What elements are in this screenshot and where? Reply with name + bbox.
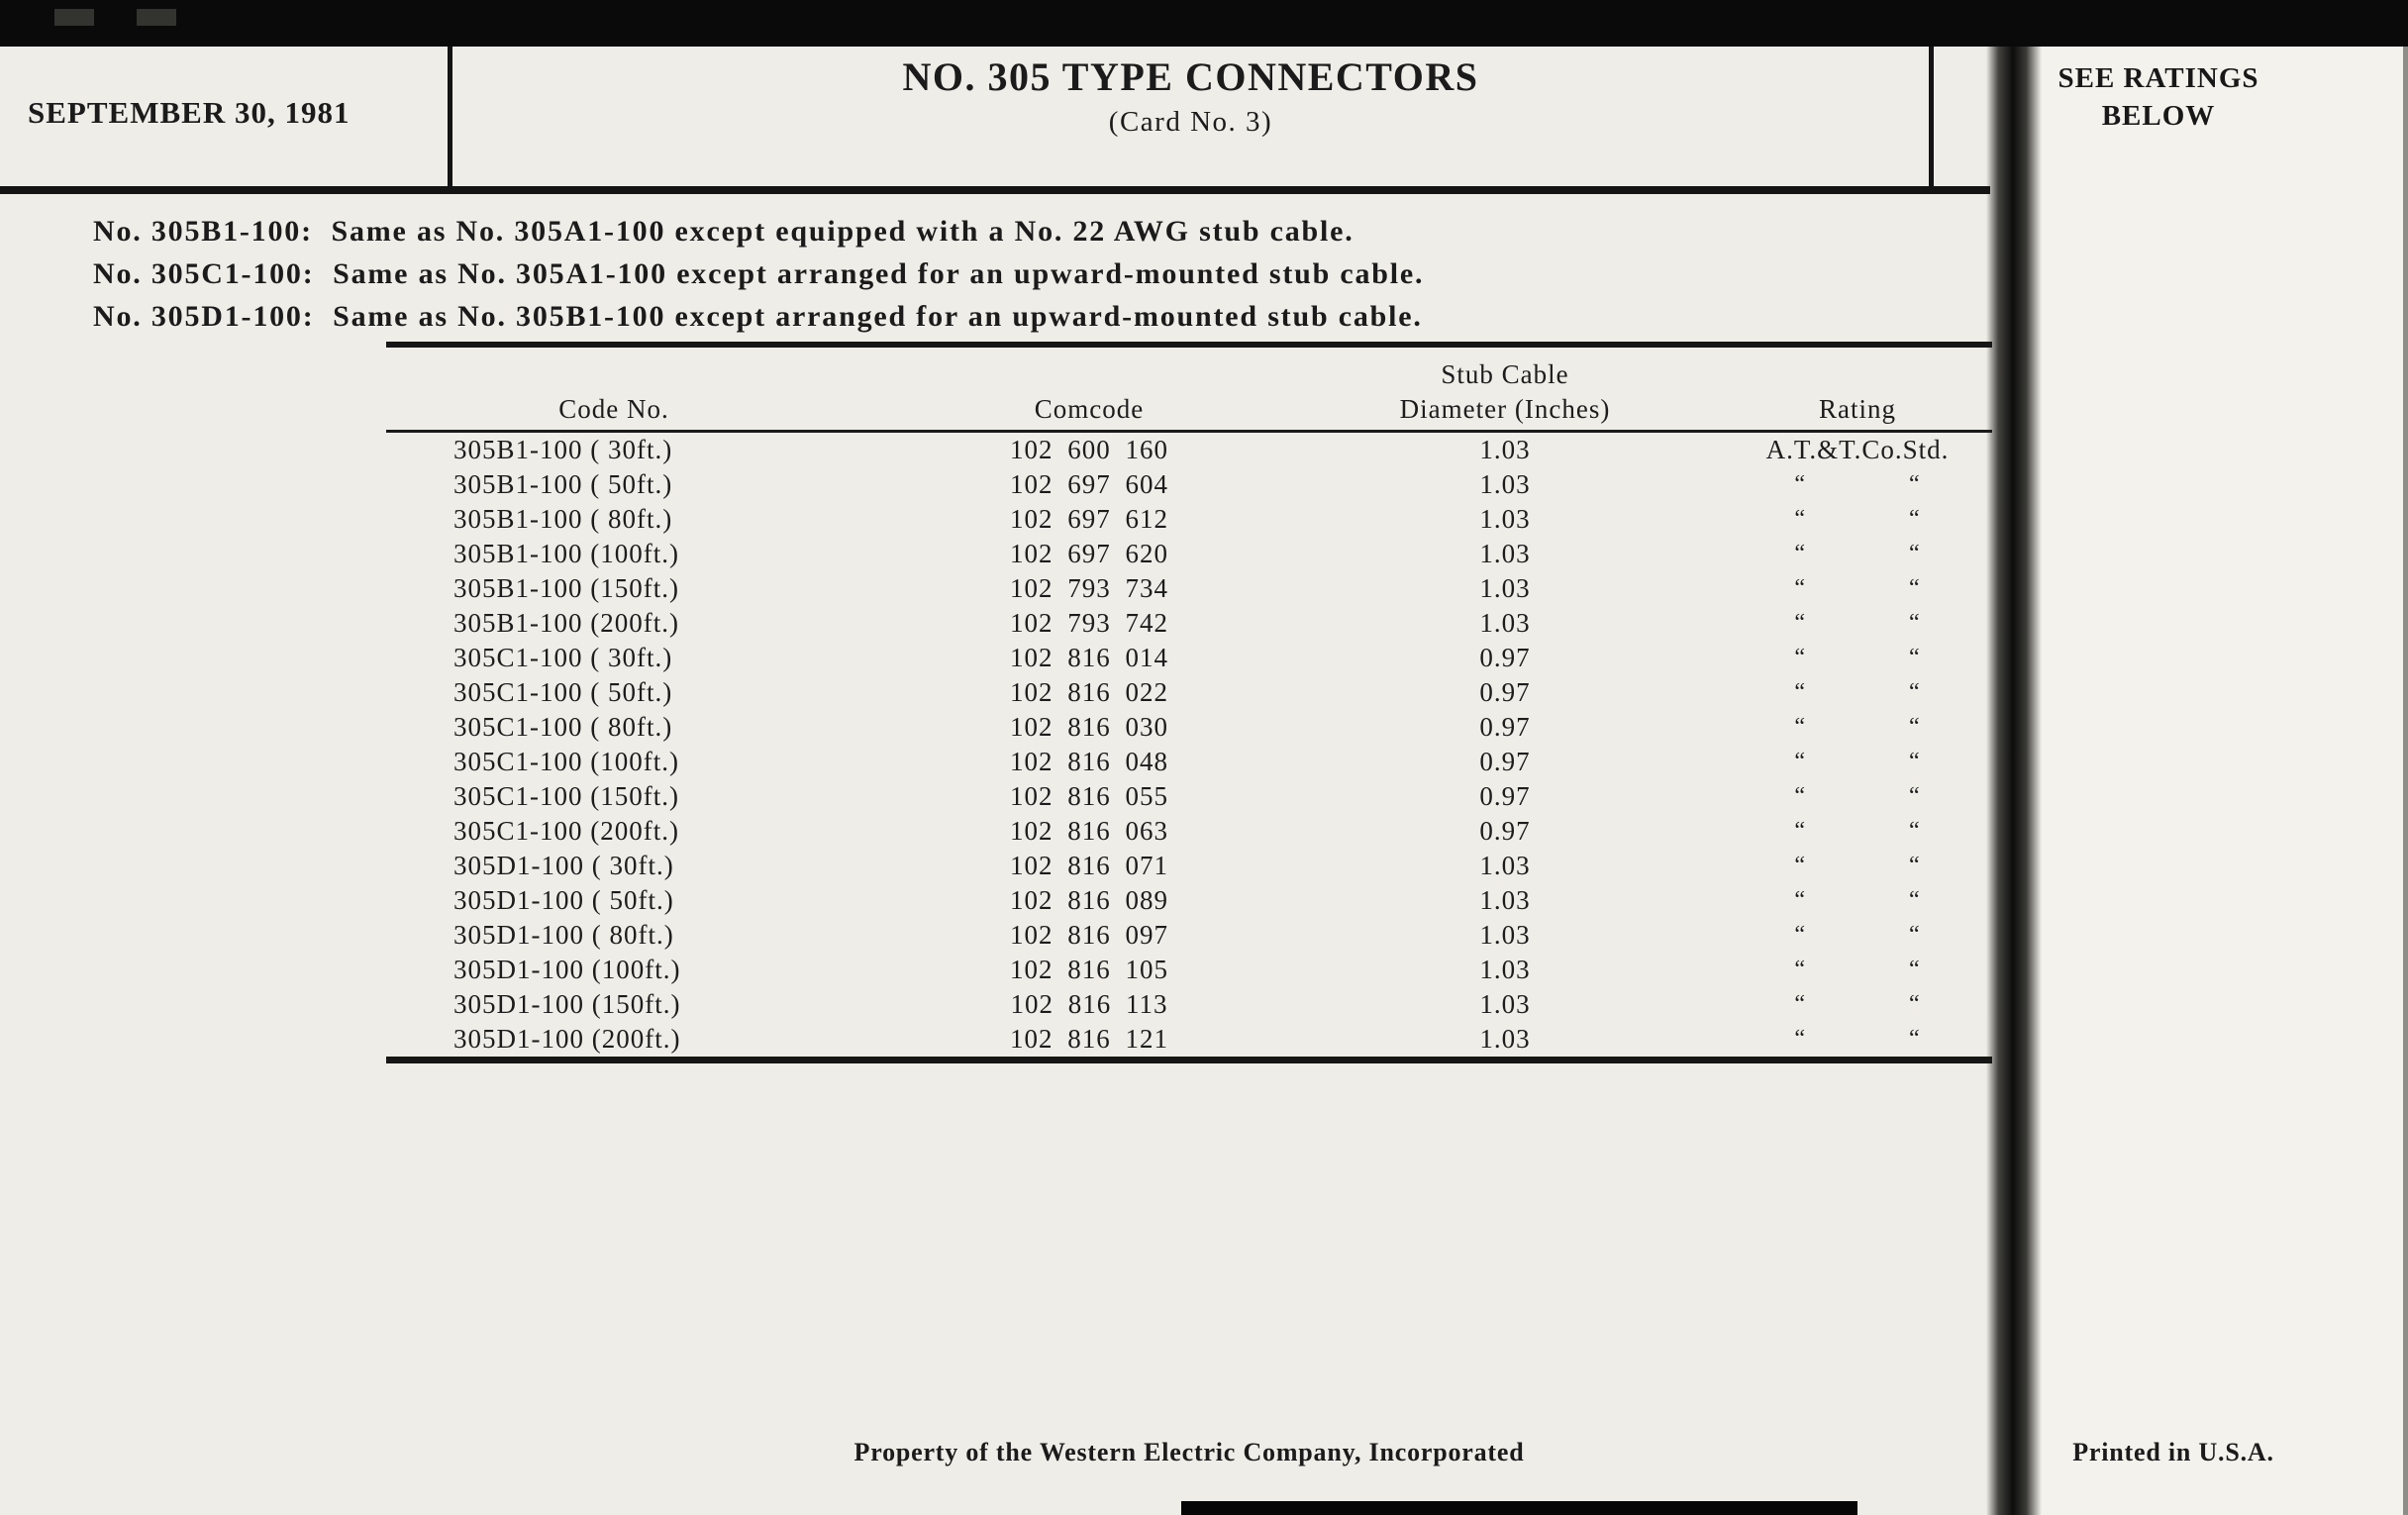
comcode-cell: 102 816 105 bbox=[1010, 955, 1168, 984]
comcode-header: Comcode bbox=[1034, 394, 1145, 424]
table-row bbox=[386, 918, 1992, 953]
right-paper-edge bbox=[2020, 0, 2408, 1515]
code-cell: 305C1-100 (100ft.) bbox=[453, 747, 679, 776]
diameter-cell: 1.03 bbox=[1479, 851, 1531, 880]
header-divider-left bbox=[448, 47, 452, 186]
comcode-cell: 102 816 055 bbox=[1010, 781, 1168, 811]
table-row bbox=[386, 467, 1992, 502]
rating-cell bbox=[1723, 779, 1992, 814]
comcode-cell: 102 816 030 bbox=[1010, 712, 1168, 742]
ditto-mark: “ bbox=[1794, 887, 1806, 913]
table-row bbox=[386, 641, 1992, 675]
table-row bbox=[386, 987, 1992, 1022]
diameter-header-line1: Stub Cable bbox=[1441, 359, 1569, 389]
ditto-mark: “ bbox=[1909, 610, 1921, 636]
header-divider-right bbox=[1929, 47, 1934, 186]
diameter-cell: 0.97 bbox=[1479, 712, 1531, 742]
ditto-mark: “ bbox=[1909, 679, 1921, 705]
ditto-mark: “ bbox=[1909, 645, 1921, 670]
ratings-note bbox=[2035, 59, 2282, 135]
connector-table bbox=[386, 342, 1992, 1063]
card-number-subtitle: (Card No. 3) bbox=[1108, 106, 1273, 138]
ditto-mark: “ bbox=[1909, 991, 1921, 1017]
rating-cell bbox=[1723, 502, 1992, 537]
comcode-cell: 102 816 071 bbox=[1010, 851, 1168, 880]
table-row bbox=[386, 502, 1992, 537]
rating-header: Rating bbox=[1819, 394, 1896, 424]
code-cell: 305C1-100 ( 80ft.) bbox=[453, 712, 673, 742]
comcode-cell: 102 697 612 bbox=[1010, 504, 1168, 534]
note-line: No. 305D1-100: Same as No. 305B1-100 except arranged for an upward-mounted stub cable. bbox=[93, 300, 1423, 333]
rating-cell: A.T.&T.Co.Std. bbox=[1765, 435, 1950, 464]
ditto-mark: “ bbox=[1794, 818, 1806, 844]
diameter-cell: 1.03 bbox=[1479, 435, 1531, 464]
diameter-header-line2: Diameter (Inches) bbox=[1399, 394, 1611, 424]
ratings-note-line1: SEE RATINGS bbox=[2057, 62, 2259, 94]
document-date: SEPTEMBER 30, 1981 bbox=[28, 95, 351, 130]
diameter-cell: 1.03 bbox=[1479, 955, 1531, 984]
table-row bbox=[386, 675, 1992, 710]
ditto-mark: “ bbox=[1794, 991, 1806, 1017]
diameter-cell: 0.97 bbox=[1479, 816, 1531, 846]
rating-cell bbox=[1723, 849, 1992, 883]
code-cell: 305D1-100 (150ft.) bbox=[453, 989, 681, 1019]
comcode-cell: 102 816 097 bbox=[1010, 920, 1168, 950]
rating-cell bbox=[1723, 710, 1992, 745]
ditto-mark: “ bbox=[1909, 783, 1921, 809]
code-cell: 305D1-100 ( 50ft.) bbox=[453, 885, 674, 915]
code-cell: 305C1-100 (200ft.) bbox=[453, 816, 679, 846]
rating-cell bbox=[1723, 987, 1992, 1022]
ditto-mark: “ bbox=[1909, 957, 1921, 982]
notes-block bbox=[93, 210, 1424, 338]
diameter-cell: 1.03 bbox=[1479, 504, 1531, 534]
ditto-mark: “ bbox=[1794, 853, 1806, 878]
rating-cell bbox=[1723, 537, 1992, 571]
table-row bbox=[386, 883, 1992, 918]
diameter-cell: 1.03 bbox=[1479, 573, 1531, 603]
rating-cell bbox=[1723, 918, 1992, 953]
comcode-cell: 102 793 734 bbox=[1010, 573, 1168, 603]
ditto-mark: “ bbox=[1909, 541, 1921, 566]
code-cell: 305C1-100 (150ft.) bbox=[453, 781, 679, 811]
rating-cell bbox=[1723, 675, 1992, 710]
ditto-mark: “ bbox=[1794, 575, 1806, 601]
scan-edge-band bbox=[1986, 0, 2042, 1515]
rating-cell bbox=[1723, 883, 1992, 918]
ditto-mark: “ bbox=[1794, 783, 1806, 809]
comcode-cell: 102 816 113 bbox=[1010, 989, 1168, 1019]
table-row bbox=[386, 779, 1992, 814]
ratings-note-line2: BELOW bbox=[2101, 100, 2216, 132]
comcode-cell: 102 816 014 bbox=[1010, 643, 1168, 672]
rating-cell bbox=[1723, 953, 1992, 987]
rating-cell bbox=[1723, 467, 1992, 502]
table-header-row-1 bbox=[386, 348, 1992, 389]
page-title: NO. 305 TYPE CONNECTORS bbox=[902, 54, 1479, 99]
comcode-cell: 102 816 022 bbox=[1010, 677, 1168, 707]
diameter-cell: 0.97 bbox=[1479, 747, 1531, 776]
ditto-mark: “ bbox=[1909, 922, 1921, 948]
code-cell: 305D1-100 ( 80ft.) bbox=[453, 920, 674, 950]
ditto-mark: “ bbox=[1794, 679, 1806, 705]
comcode-cell: 102 816 048 bbox=[1010, 747, 1168, 776]
diameter-cell: 1.03 bbox=[1479, 539, 1531, 568]
table-header-row-2 bbox=[386, 389, 1992, 433]
table-row bbox=[386, 814, 1992, 849]
comcode-cell: 102 816 089 bbox=[1010, 885, 1168, 915]
note-line: No. 305C1-100: Same as No. 305A1-100 except arranged for an upward-mounted stub cable. bbox=[93, 257, 1425, 290]
ditto-mark: “ bbox=[1909, 818, 1921, 844]
code-cell: 305C1-100 ( 50ft.) bbox=[453, 677, 673, 707]
table-row bbox=[386, 537, 1992, 571]
ditto-mark: “ bbox=[1794, 957, 1806, 982]
code-cell: 305D1-100 ( 30ft.) bbox=[453, 851, 674, 880]
diameter-cell: 0.97 bbox=[1479, 781, 1531, 811]
diameter-cell: 0.97 bbox=[1479, 677, 1531, 707]
comcode-cell: 102 816 121 bbox=[1010, 1024, 1168, 1054]
code-cell: 305B1-100 (100ft.) bbox=[453, 539, 679, 568]
scan-notch bbox=[54, 9, 94, 26]
code-cell: 305D1-100 (100ft.) bbox=[453, 955, 681, 984]
code-cell: 305B1-100 ( 50ft.) bbox=[453, 469, 673, 499]
comcode-cell: 102 816 063 bbox=[1010, 816, 1168, 846]
ditto-mark: “ bbox=[1794, 1026, 1806, 1052]
ditto-mark: “ bbox=[1794, 645, 1806, 670]
footer-property-note: Property of the Western Electric Company, Incorporated bbox=[853, 1438, 1525, 1466]
comcode-cell: 102 600 160 bbox=[1010, 435, 1168, 464]
header-rule bbox=[0, 186, 1990, 194]
note-line: No. 305B1-100: Same as No. 305A1-100 except equipped with a No. 22 AWG stub cable. bbox=[93, 215, 1354, 248]
title-block bbox=[452, 53, 1929, 139]
table-row bbox=[386, 571, 1992, 606]
diameter-cell: 0.97 bbox=[1479, 643, 1531, 672]
code-cell: 305C1-100 ( 30ft.) bbox=[453, 643, 673, 672]
ditto-mark: “ bbox=[1909, 471, 1921, 497]
table-row bbox=[386, 849, 1992, 883]
code-cell: 305B1-100 (200ft.) bbox=[453, 608, 679, 638]
comcode-cell: 102 697 604 bbox=[1010, 469, 1168, 499]
footer-printed-note: Printed in U.S.A. bbox=[2072, 1438, 2274, 1466]
ditto-mark: “ bbox=[1794, 471, 1806, 497]
ditto-mark: “ bbox=[1794, 749, 1806, 774]
diameter-cell: 1.03 bbox=[1479, 608, 1531, 638]
table-row bbox=[386, 1022, 1992, 1057]
ditto-mark: “ bbox=[1794, 610, 1806, 636]
scan-bottom-bar bbox=[1181, 1501, 1857, 1515]
table-row bbox=[386, 745, 1992, 779]
code-cell: 305B1-100 (150ft.) bbox=[453, 573, 679, 603]
comcode-cell: 102 793 742 bbox=[1010, 608, 1168, 638]
code-cell: 305D1-100 (200ft.) bbox=[453, 1024, 681, 1054]
ditto-mark: “ bbox=[1794, 922, 1806, 948]
rating-cell bbox=[1723, 814, 1992, 849]
table-row bbox=[386, 433, 1992, 467]
table-row bbox=[386, 606, 1992, 641]
ditto-mark: “ bbox=[1909, 853, 1921, 878]
ditto-mark: “ bbox=[1909, 887, 1921, 913]
code-cell: 305B1-100 ( 80ft.) bbox=[453, 504, 673, 534]
scan-edge-shadow bbox=[2403, 0, 2408, 1515]
scan-top-bar bbox=[0, 0, 2408, 47]
scan-notch bbox=[137, 9, 176, 26]
ditto-mark: “ bbox=[1909, 506, 1921, 532]
table-body bbox=[386, 433, 1992, 1057]
diameter-cell: 1.03 bbox=[1479, 885, 1531, 915]
ditto-mark: “ bbox=[1794, 714, 1806, 740]
ditto-mark: “ bbox=[1909, 714, 1921, 740]
code-header: Code No. bbox=[558, 394, 669, 424]
rating-cell bbox=[1723, 1022, 1992, 1057]
diameter-cell: 1.03 bbox=[1479, 920, 1531, 950]
rating-cell bbox=[1723, 571, 1992, 606]
diameter-cell: 1.03 bbox=[1479, 469, 1531, 499]
ditto-mark: “ bbox=[1909, 575, 1921, 601]
rating-cell bbox=[1723, 641, 1992, 675]
comcode-cell: 102 697 620 bbox=[1010, 539, 1168, 568]
ditto-mark: “ bbox=[1794, 541, 1806, 566]
ditto-mark: “ bbox=[1909, 749, 1921, 774]
ditto-mark: “ bbox=[1909, 1026, 1921, 1052]
rating-cell bbox=[1723, 606, 1992, 641]
ditto-mark: “ bbox=[1794, 506, 1806, 532]
code-cell: 305B1-100 ( 30ft.) bbox=[453, 435, 673, 464]
diameter-cell: 1.03 bbox=[1479, 1024, 1531, 1054]
table-row bbox=[386, 953, 1992, 987]
rating-cell bbox=[1723, 745, 1992, 779]
table-row bbox=[386, 710, 1992, 745]
diameter-cell: 1.03 bbox=[1479, 989, 1531, 1019]
